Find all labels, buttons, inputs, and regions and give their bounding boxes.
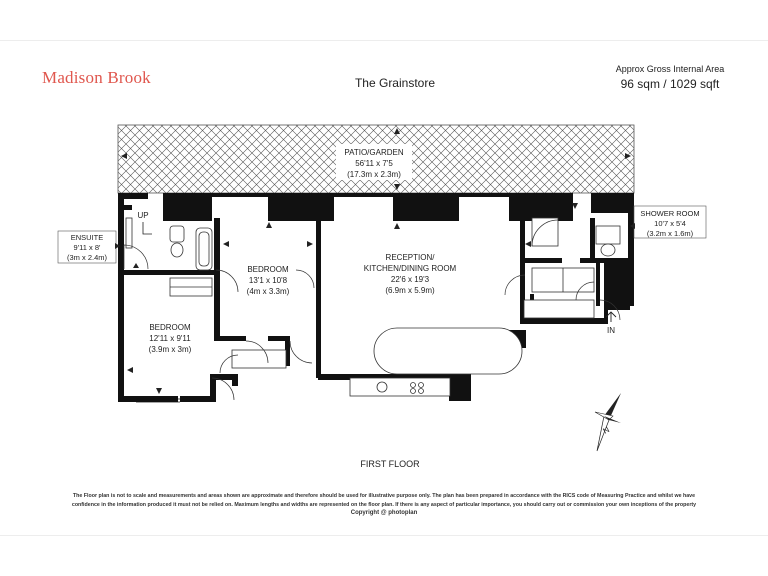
bedroom2-name: BEDROOM [149,323,191,332]
reception-name-line2: KITCHEN/DINING ROOM [363,264,457,273]
stair-arrow [143,222,152,234]
reception-imperial: 22'6 x 19'3 [390,275,430,284]
up-label: UP [137,211,149,220]
bedroom2-metric: (3.9m x 3m) [148,345,192,354]
ensuite-imperial: 9'11 x 8' [73,243,101,252]
shower-name: SHOWER ROOM [640,209,700,218]
patio-imperial: 56'11 x 7'5 [355,159,393,168]
ensuite-name: ENSUITE [70,233,104,242]
reception-metric: (6.9m x 5.9m) [385,286,435,295]
bedroom2-imperial: 12'11 x 9'11 [149,334,191,343]
patio-name: PATIO/GARDEN [344,148,404,157]
fixtures [126,218,620,396]
compass-icon [595,393,621,451]
reception-name: RECEPTION/ [385,253,435,262]
disclaimer-line-1: The Floor plan is not to scale and measurements and areas shown are approximate and therefore should be used for illustrative purpose only. The plan has been prepared in accordance with the RICS code of Measuring Practice and whilst we have [72,493,696,499]
area-value: 96 sqm / 1029 sqft [620,77,720,91]
bedroom1-imperial: 13'1 x 10'8 [248,276,288,285]
shower-metric: (3.2m x 1.6m) [646,229,694,238]
area-label: Approx Gross Internal Area [615,64,725,74]
compass-north-label: N [601,425,612,436]
bedroom1-metric: (4m x 3.3m) [246,287,290,296]
floor-label: FIRST FLOOR [360,459,420,469]
entrance-label: IN [607,326,615,335]
bottom-divider [0,535,768,536]
patio-metric: (17.3m x 2.3m) [347,170,401,179]
disclaimer [20,492,748,518]
ensuite-metric: (3m x 2.4m) [66,253,108,262]
copyright-text: Copyright @ photoplan [350,510,418,517]
bedroom1-name: BEDROOM [247,265,289,274]
disclaimer-line-2: confidence in the information produced it must not be relied on. Maximum lengths and widths are represented on the floor plan. If there is any aspect of particular importance, you should carry out or commission your own inceptions of the property [71,501,697,508]
brand-logo: Madison Brook [42,68,151,87]
shower-imperial: 10'7 x 5'4 [654,219,686,228]
property-title: The Grainstore [354,76,436,90]
